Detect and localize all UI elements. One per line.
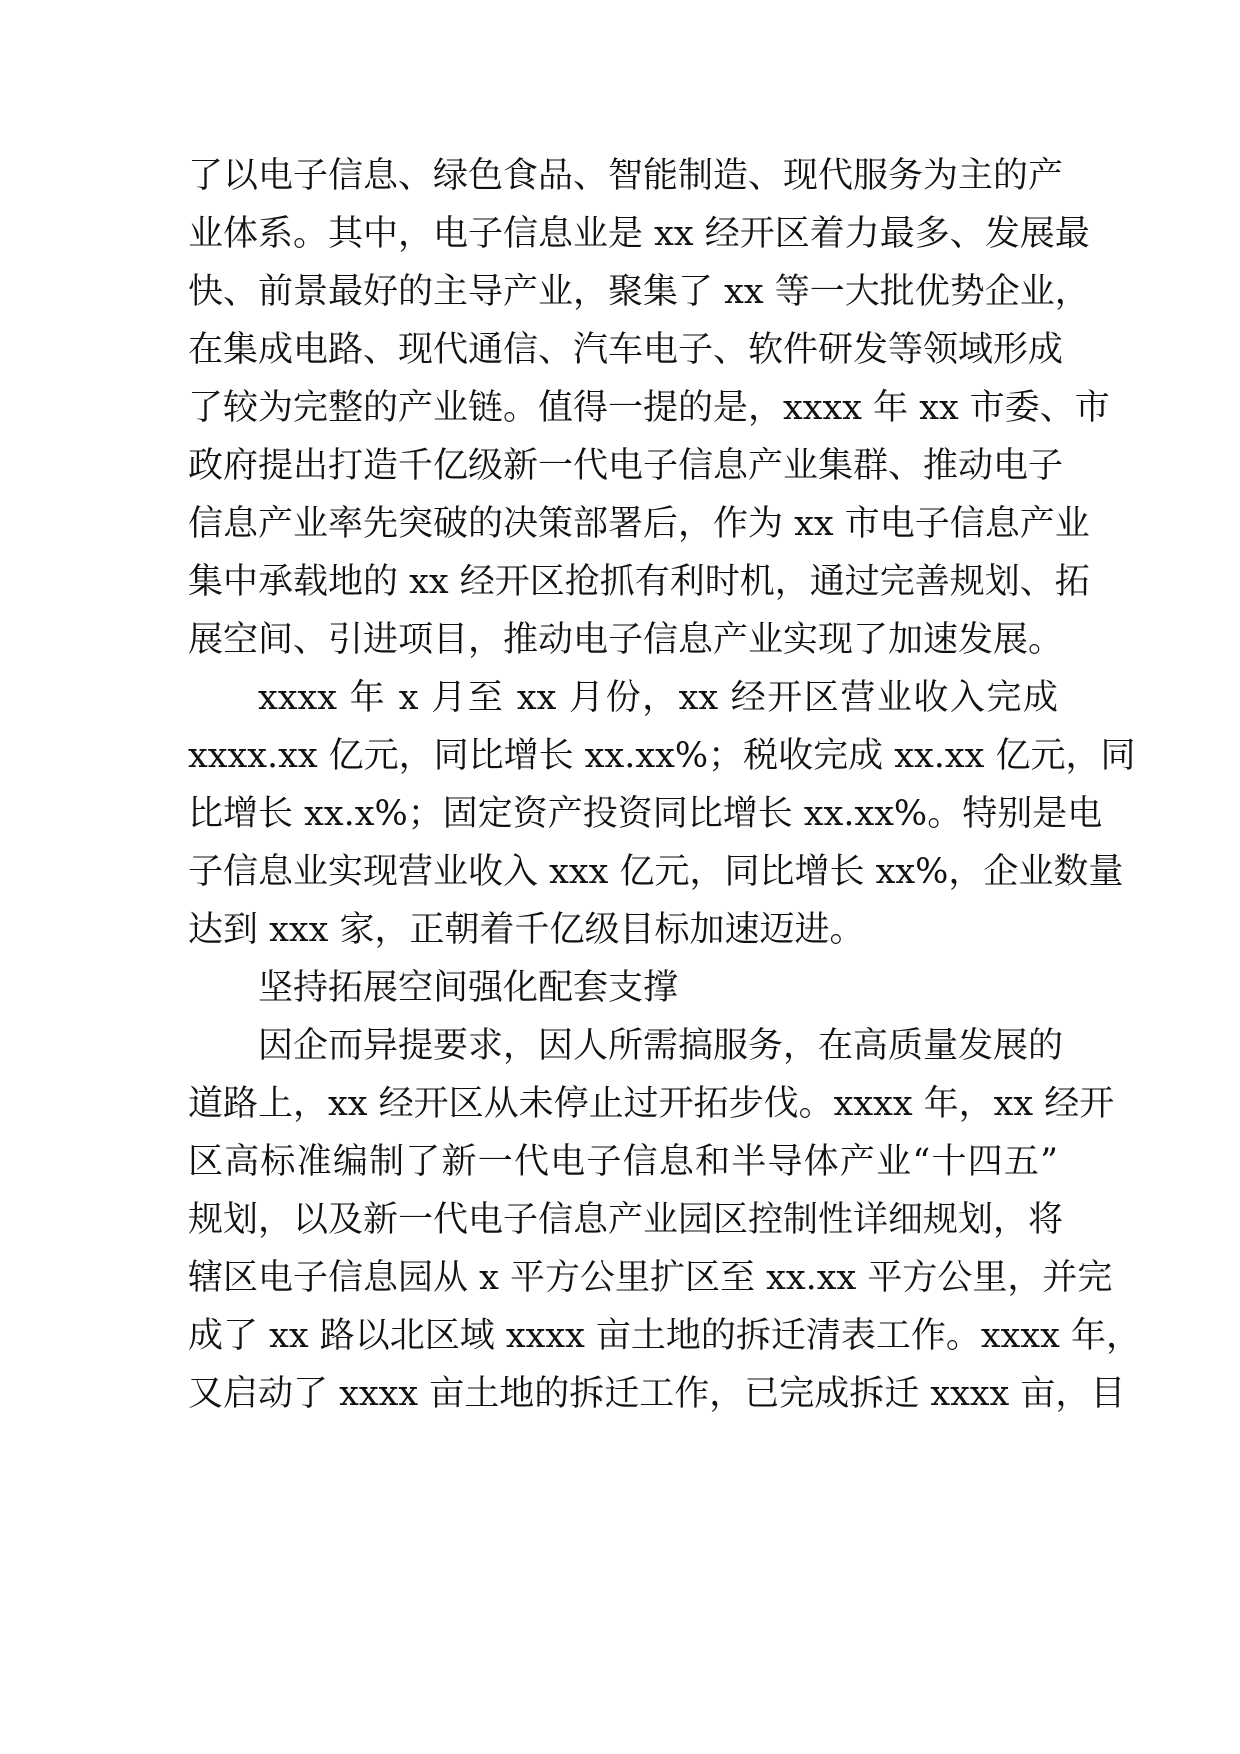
paragraph-1-line-7: 信息产业率先突破的决策部署后，作为 xx 市电子信息产业 — [188, 504, 1090, 544]
paragraph-1-line-6: 政府提出打造千亿级新一代电子信息产业集群、推动电子 — [188, 446, 1064, 486]
paragraph-2-line-3: 比增长 xx.x%；固定资产投资同比增长 xx.xx%。特别是电 — [188, 794, 1103, 834]
paragraph-3-line-2: 道路上，xx 经开区从未停止过开拓步伐。xxxx 年，xx 经开 — [188, 1084, 1115, 1124]
paragraph-3-line-7: 又启动了 xxxx 亩土地的拆迁工作，已完成拆迁 xxxx 亩，目 — [188, 1374, 1126, 1414]
paragraph-3-line-1: 因企而异提要求，因人所需搞服务，在高质量发展的 — [258, 1026, 1064, 1066]
paragraph-3-line-5: 辖区电子信息园从 x 平方公里扩区至 xx.xx 平方公里，并完 — [188, 1258, 1113, 1298]
paragraph-1-line-9: 展空间、引进项目，推动电子信息产业实现了加速发展。 — [188, 620, 1064, 660]
paragraph-1-line-1: 了以电子信息、绿色食品、智能制造、现代服务为主的产 — [188, 156, 1064, 196]
paragraph-3-line-6: 成了 xx 路以北区域 xxxx 亩土地的拆迁清表工作。xxxx 年， — [188, 1316, 1142, 1356]
section-heading: 坚持拓展空间强化配套支撑 — [258, 968, 679, 1008]
paragraph-1-line-2: 业体系。其中，电子信息业是 xx 经开区着力最多、发展最 — [188, 214, 1090, 254]
paragraph-2-line-5: 达到 xxx 家，正朝着千亿级目标加速迈进。 — [188, 910, 865, 950]
paragraph-1-line-8: 集中承载地的 xx 经开区抢抓有利时机，通过完善规划、拓 — [188, 562, 1090, 602]
paragraph-2-line-1: xxxx 年 x 月至 xx 月份，xx 经开区营业收入完成 — [258, 678, 1058, 718]
paragraph-2-line-2: xxxx.xx 亿元，同比增长 xx.xx%；税收完成 xx.xx 亿元，同 — [188, 736, 1136, 776]
paragraph-3-line-3: 区高标准编制了新一代电子信息和半导体产业“十四五” — [188, 1142, 1058, 1182]
paragraph-1-line-3: 快、前景最好的主导产业，聚集了 xx 等一大批优势企业， — [188, 272, 1090, 312]
paragraph-2-line-4: 子信息业实现营业收入 xxx 亿元，同比增长 xx%，企业数量 — [188, 852, 1124, 892]
paragraph-1-line-4: 在集成电路、现代通信、汽车电子、软件研发等领域形成 — [188, 330, 1064, 370]
paragraph-1-line-5: 了较为完整的产业链。值得一提的是，xxxx 年 xx 市委、市 — [188, 388, 1110, 428]
paragraph-3-line-4: 规划，以及新一代电子信息产业园区控制性详细规划，将 — [188, 1200, 1064, 1240]
